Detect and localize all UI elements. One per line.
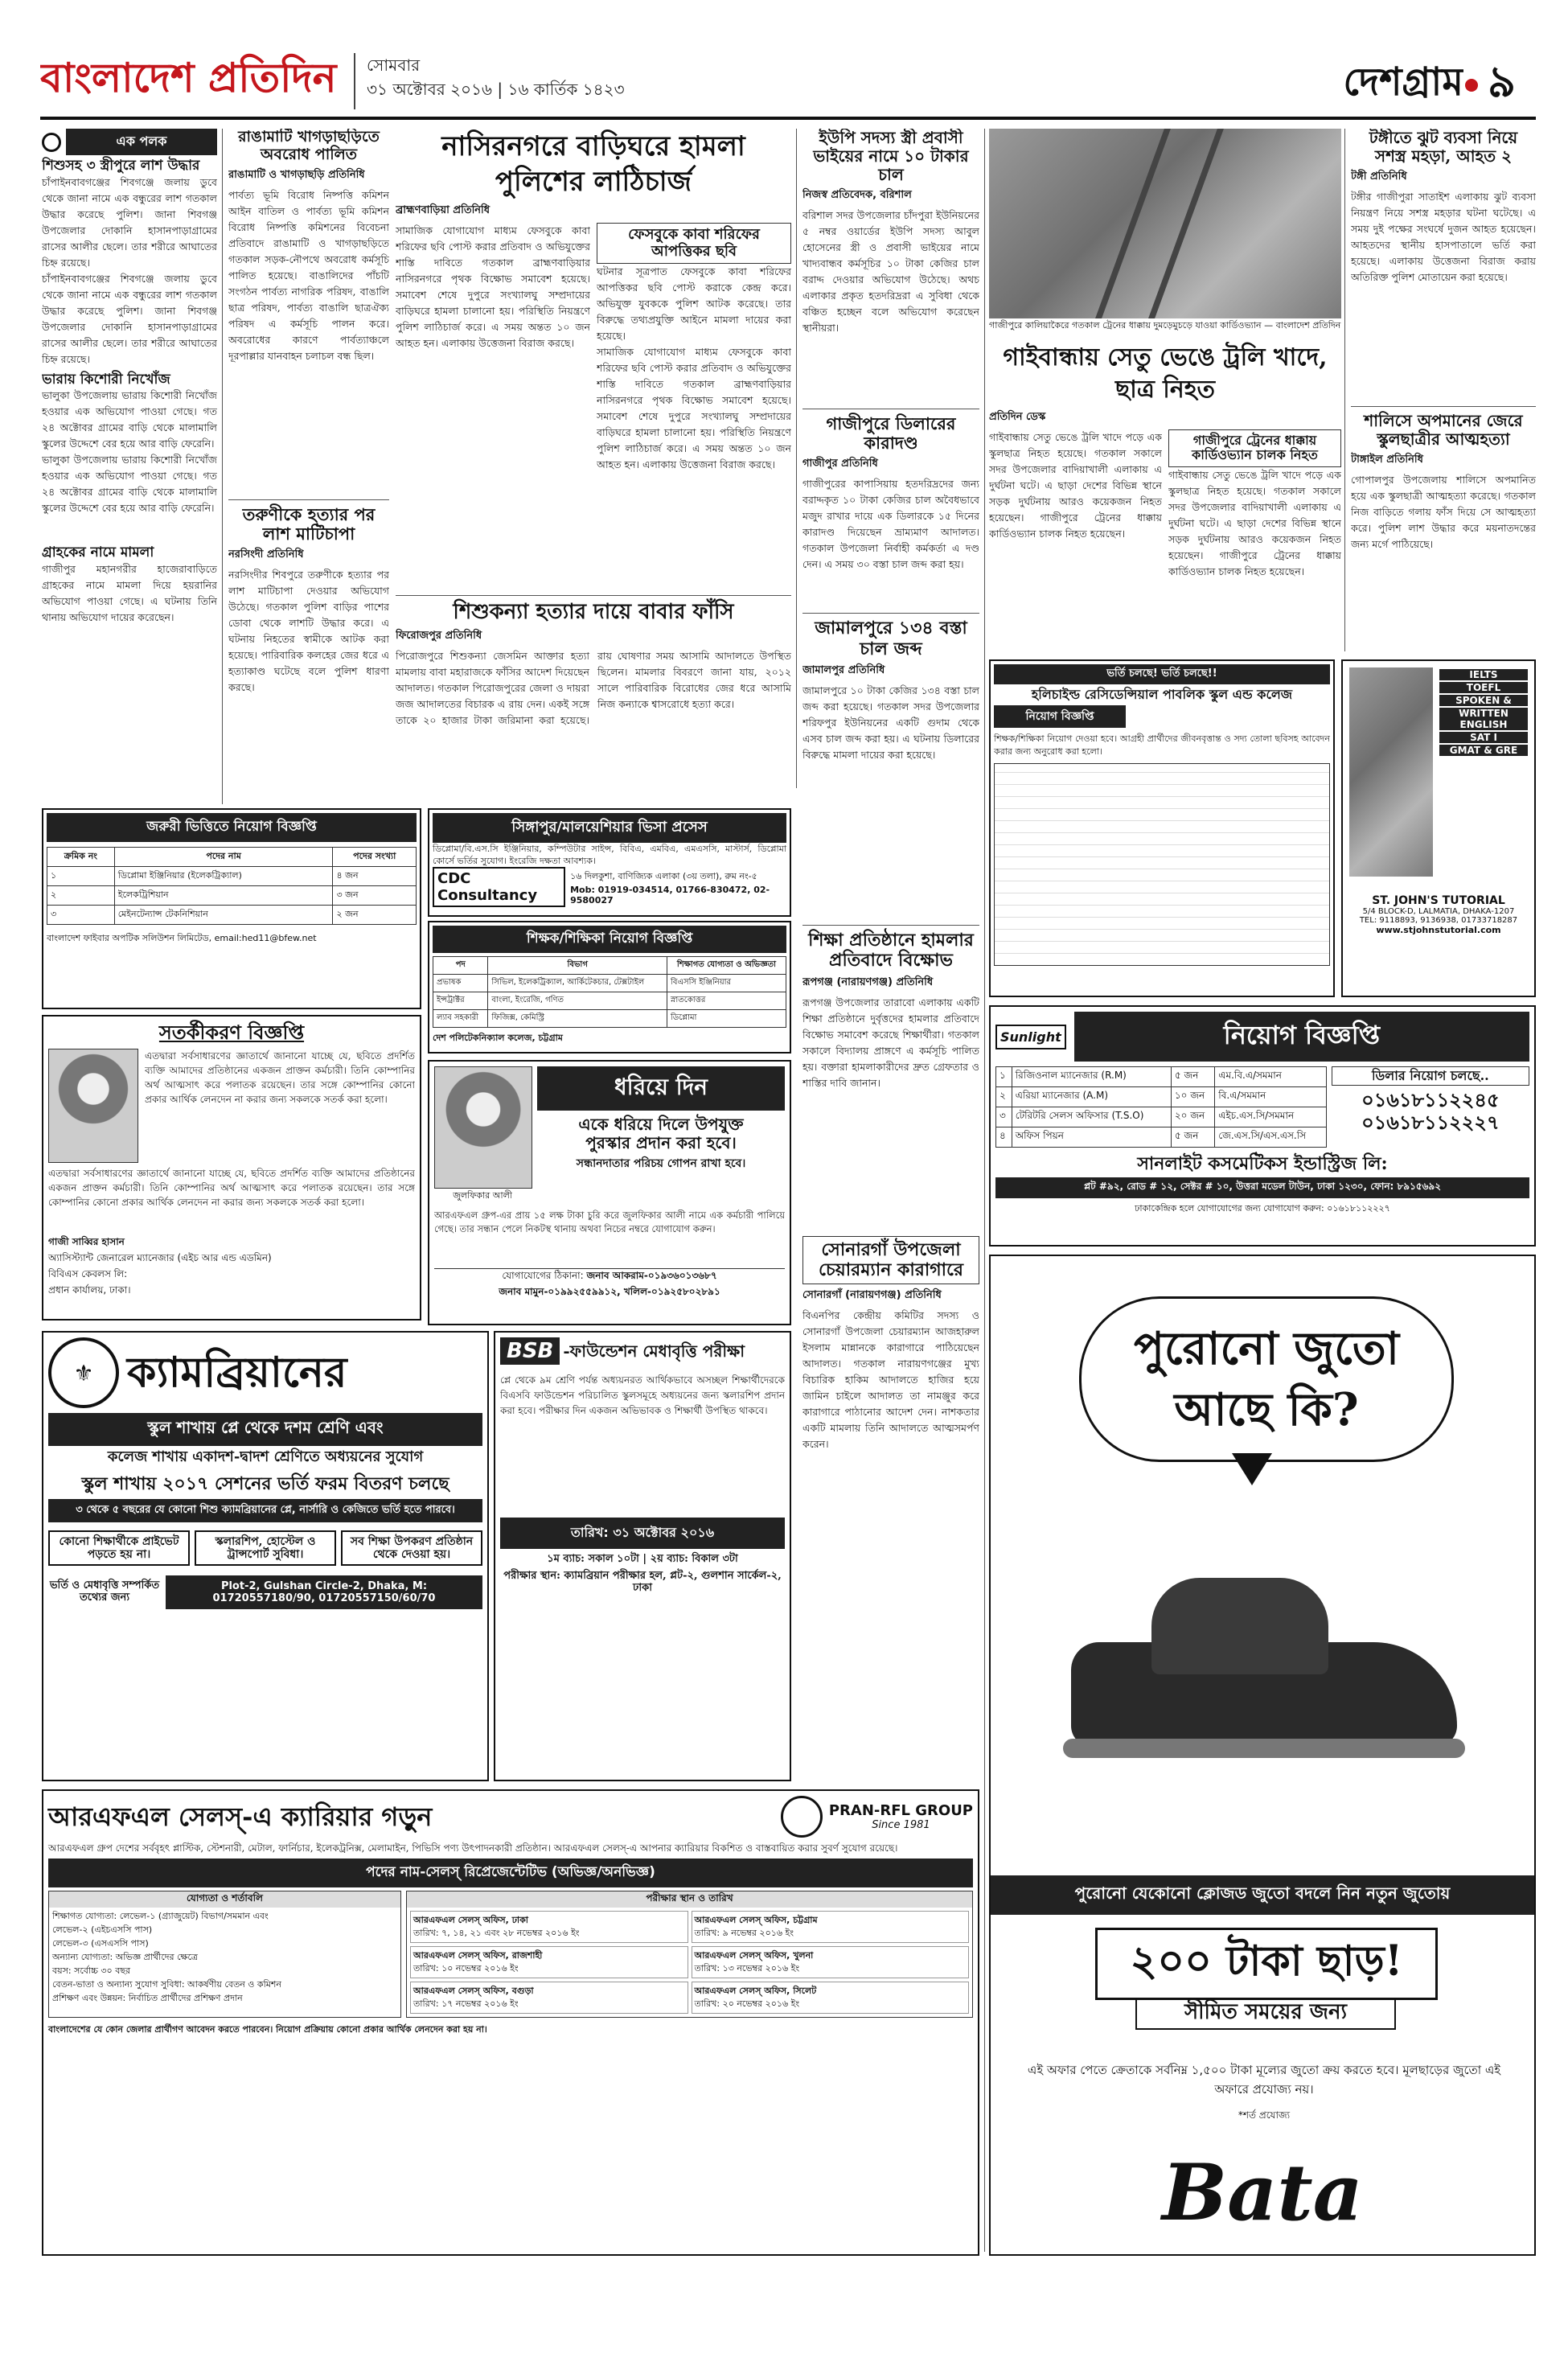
- table-cell: এম.বি.এ/সমমান: [1215, 1067, 1326, 1087]
- article-byline: জামালপুর প্রতিনিধি: [802, 663, 885, 676]
- cambrian-benefits: [48, 1530, 482, 1566]
- visa-contact: [570, 869, 786, 906]
- table-header: পদ: [433, 957, 488, 975]
- warning-notice: [42, 1015, 421, 1320]
- photo-caption: জুলফিকার আলী: [453, 1190, 512, 1201]
- train-accident-photo: [989, 129, 1341, 318]
- dealer-phone: ০১৬১৮১১২২৪৫: [1361, 1088, 1500, 1112]
- article-body: বরিশাল সদর উপজেলার চাঁদপুরা ইউনিয়নের ৫ নম্বর ওয়ার্ডের ইউপি সদস্য আবুল হোসেনের স্ত্রী ও প্রবাসী ভাইয়ের নামে খাদ্যবান্ধব কর্মসূচির ১০ টাকা কেজির চাল বরাদ্দ দেওয়ার অভিযোগ উঠেছে। অথচ এলাকার প্রকৃত হতদরিদ্ররা এ সুবিধা থেকে বঞ্চিত হচ্ছেন বলে অভিযোগ করেছেন স্থানীয়রা।: [802, 209, 979, 334]
- table-cell: ডিপ্লোমা: [667, 1010, 786, 1028]
- admission-banner: ভর্তি চলছে! ভর্তি চলছে!!: [994, 664, 1330, 684]
- table-row: [47, 906, 417, 925]
- sunlight-table: [995, 1066, 1327, 1148]
- rfl-ad: [42, 1789, 979, 2256]
- brand-text: [829, 1802, 973, 1831]
- ad-title: শিক্ষক/শিক্ষিকা নিয়োগ বিজ্ঞপ্তি: [433, 926, 786, 953]
- student-photo: [1349, 667, 1433, 877]
- contact-phone: জনাব আকরাম-০১৯৩৬০১৩৬৮৭: [586, 1270, 717, 1281]
- article-body: গাইবান্ধায় সেতু ভেঙে ট্রলি খাদে পড়ে এক স্কুলছাত্র নিহত হয়েছে। গতকাল সকালে সদর উপজেলার বাদিয়াখালী এলাকায় এ দুর্ঘটনা ঘটে। এ ছাড়া দেশের বিভিন্ন স্থানে সড়ক দুর্ঘটনায় আরও কয়েকজন নিহত হয়েছেন। গাজীপুরে ট্রেনের ধাক্কায় কার্ডিওভ্যান চালক নিহত হয়েছেন।: [989, 431, 1162, 540]
- article-byline: নিজস্ব প্রতিবেদক, বরিশাল: [802, 189, 912, 201]
- table-row: [433, 992, 786, 1010]
- masthead-rule: [40, 117, 1536, 120]
- brand-name: PRAN-RFL GROUP: [828, 1802, 973, 1819]
- masthead-logo: বাংলাদেশ প্রতিদিন: [40, 54, 337, 101]
- venue-cell: [692, 1982, 970, 2014]
- visa-address: ১৬ দিলকুশা, বাণিজ্যিক এলাকা (৩য় তলা), রুম নং-৫: [570, 870, 757, 881]
- wanted-line: একে ধরিয়ে দিলে উপযুক্ত: [578, 1115, 744, 1134]
- course-item: SPOKEN &: [1439, 695, 1528, 706]
- article-byline: ফিরোজপুর প্রতিনিধি: [396, 629, 482, 642]
- table-row: [996, 1087, 1327, 1107]
- wanted-contact: [434, 1268, 785, 1301]
- list-item: প্রশিক্ষণ এবং উন্নয়ন: নির্বাচিত প্রার্থীদের প্রশিক্ষণ প্রদান: [52, 1993, 243, 2003]
- column-rule: [222, 129, 223, 804]
- crest-glyph-icon: ⚜: [73, 1359, 94, 1386]
- cambrian-ad: [42, 1331, 489, 1781]
- article-body: সামাজিক যোগাযোগ মাধ্যম ফেসবুকে কাবা শরিফের ছবি পোস্ট করার প্রতিবাদ ও অভিযুক্তের শাস্তি দাবিতে গতকাল ব্রাহ্মণবাড়িয়ার নাসিরনগরে পৃথক বিক্ষোভ সমাবেশ হয়েছে। সমাবেশ শেষে দুপুরে সংখ্যালঘু সম্প্রদায়ের বাড়িঘরে হামলা চালানো হয়। পরিস্থিতি নিয়ন্ত্রণে পুলিশ লাঠিচার্জ করে। এ সময় অন্তত ১০ জন আহত হন। এলাকায় উত্তেজনা বিরাজ করছে।: [396, 224, 590, 349]
- article-byline: রূপগঞ্জ (নারায়ণগঞ্জ) প্রতিনিধি: [802, 975, 934, 988]
- ad-footer: দেশ পলিটেকনিক্যাল কলেজ, চট্টগ্রাম: [433, 1033, 563, 1043]
- table-cell: ফিজিক্স, কেমিস্ট্রি: [488, 1010, 667, 1028]
- article-byline: সোনারগাঁ (নারায়ণগঞ্জ) প্রতিনিধি: [802, 1289, 942, 1302]
- brief-body: ভালুকা উপজেলায় ভারায় কিশোরী নিখোঁজ হওয়ার এক অভিযোগ পাওয়া গেছে। গত ২৪ অক্টোবর গ্রামের বাড়ি থেকে মালামালি স্কুলের উদ্দেশে বের হয়ে আর বাড়ি ফেরেনি।: [42, 389, 217, 450]
- table-cell: ৪ জন: [333, 867, 417, 886]
- brief-headline: ভারায় কিশোরী নিখোঁজ: [42, 371, 170, 388]
- dealer-phone: ০১৬১৮১১২২২৭: [1361, 1110, 1500, 1134]
- article-body: বিএনপির কেন্দ্রীয় কমিটির সদস্য ও সোনারগাঁ উপজেলা চেয়ারম্যান আজহারুল ইসলাম মান্নানকে কারাগারে পাঠিয়েছেন আদালত। গতকাল নারায়ণগঞ্জের মুখ্য বিচারিক হাকিম আদালতে হাজির হয়ে জামিন চাইলে আদালত তা নামঞ্জুর করে কারাগারে পাঠানোর আদেশ দেন। নাশকতার একটি মামলায় তিনি আদালতে আত্মসমর্পণ করেন।: [802, 1309, 979, 1451]
- wanted-body: আরএফএল গ্রুপ-এর প্রায় ১৫ লক্ষ টাকা চুরি করে জুলফিকার আলী নামে এক কর্মচারী পালিয়ে গেছে। তার সন্ধান পেলে নিকটস্থ থানায় অথবা নিচের নম্বরে যোগাযোগ করুন।: [434, 1210, 785, 1234]
- ielts-ad: [1341, 659, 1536, 997]
- table-cell: ১: [996, 1067, 1012, 1087]
- section-dot-icon: [1465, 79, 1478, 92]
- list-item: বয়স: সর্বোচ্চ ৩০ বছর: [52, 1965, 131, 1976]
- table-cell: বি.এ/সমমান: [1215, 1087, 1326, 1107]
- table-cell: ২ জন: [333, 906, 417, 925]
- table-cell: এরিয়া ম্যানেজার (A.M): [1012, 1087, 1171, 1107]
- article-body: পার্বত্য ভূমি বিরোধ নিষ্পত্তি কমিশন আইন বাতিল ও পার্বত্য ভূমি কমিশন বিরোধ নিষ্পত্তি কমিশনের বিবেচনা প্রতিবাদে রাঙামাটি ও খাগড়াছড়িতে গতকাল সড়ক-নৌপথে অবরোধ কর্মসূচি পালিত হয়েছে। বাঙালিদের পাঁচটি সংগঠন পার্বত্য নাগরিক পরিষদ, বাঙালি ছাত্র পরিষদ, পার্বত্য বাঙালি ছাত্রঐক্য পরিষদ এ কর্মসূচি পালন করে। অবরোধের কারণে পার্বত্যাঞ্চলে দূরপাল্লার যানবাহন চলাচল বন্ধ ছিল।: [228, 188, 389, 362]
- table-row: [47, 867, 417, 886]
- venue-date: তারিখ: ১০ নভেম্বর ২০১৬ ইং: [413, 1963, 519, 1974]
- cambrian-sub: স্কুল শাখায় প্লে থেকে দশম শ্রেণি এবং: [48, 1413, 482, 1446]
- bata-limited: সীমিত সময়ের জন্য: [1135, 1998, 1396, 2030]
- venue-date: তারিখ: ৯ নভেম্বর ২০১৬ ইং: [694, 1928, 794, 1938]
- contact-phone: জনাব মামুন-০১৯৯২৫৫৯৯১২, খলিল-০১৯২৫৮০২৮৯১: [499, 1286, 720, 1297]
- train-photo: [989, 129, 1341, 338]
- qualification-list: [49, 1908, 400, 2006]
- wanted-line: পুরস্কার প্রদান করা হবে।: [585, 1133, 737, 1152]
- venue-grid: [407, 1908, 972, 2017]
- info-label: ভর্তি ও মেধাবৃত্তি সম্পর্কিত তথ্যের জন্য: [49, 1579, 160, 1604]
- venue-cell: [410, 1911, 688, 1943]
- table-cell: ৩: [47, 906, 115, 925]
- article-headline: ইউপি সদস্য স্ত্রী প্রবাসী ভাইয়ের নামে ১০ টাকার চাল: [813, 129, 969, 184]
- venue-name: আরএফএল সেলস্ অফিস, রাজশাহী: [413, 1950, 543, 1961]
- table-cell: অফিস পিয়ন: [1012, 1127, 1171, 1148]
- table-cell: ২: [47, 886, 115, 906]
- course-item: WRITTEN ENGLISH: [1439, 708, 1528, 730]
- pran-logo-icon: [781, 1796, 823, 1838]
- table-cell: ৩ জন: [333, 886, 417, 906]
- table-cell: ৫ জন: [1171, 1067, 1214, 1087]
- article-headline: জামালপুরে ১৩৪ বস্তা চাল জব্দ: [802, 613, 979, 659]
- article-byline: টাঙ্গাইল প্রতিনিধি: [1351, 454, 1423, 466]
- article-headline: সোনারগাঁ উপজেলা চেয়ারম্যান কারাগারে: [802, 1236, 979, 1285]
- rfl-footer: বাংলাদেশের যে কোন জেলার প্রার্থীগণ আবেদন করতে পারবেন। নিয়োগ প্রক্রিয়ায় কোনো প্রকার আর্থিক লেনদেন করা হয় না।: [48, 2024, 487, 2035]
- sidebar-body: ঘটনার সূত্রপাত ফেসবুকে কাবা শরিফের আপত্তিকর ছবি পোস্ট করাকে কেন্দ্র করে। অভিযুক্ত যুবককে পুলিশ আটক করেছে। তার বিরুদ্ধে তথ্যপ্রযুক্তি আইনে মামলা দায়ের করা হয়েছে।: [597, 265, 791, 343]
- table-cell: ১: [47, 867, 115, 886]
- list-item: লেভেল-২ (এইচএসসি পাস): [52, 1924, 153, 1935]
- vacancy-table: [994, 763, 1330, 966]
- venue-cell: [410, 1946, 688, 1978]
- article-headline: তরুণীকে হত্যার পর লাশ মাটিচাপা: [228, 499, 389, 544]
- venue-cell: [692, 1911, 970, 1943]
- article-headline: টঙ্গীতে ঝুট ব্যবসা নিয়ে সশস্ত্র মহড়া, আহত ২: [1369, 129, 1518, 166]
- tutorial-web[interactable]: www.stjohnstutorial.com: [1376, 925, 1501, 935]
- cambrian-sub: স্কুল শাখায় ২০১৭ সেশনের ভর্তি ফরম বিতরণ চলছে: [81, 1472, 449, 1494]
- signer-title: অ্যাসিস্ট্যান্ট জেনারেল ম্যানেজার (এইচ আর এন্ড এডমিন): [48, 1251, 272, 1263]
- person-photo: [48, 1049, 138, 1163]
- notice-signature: [48, 1235, 415, 1300]
- table-row: [433, 1010, 786, 1028]
- gaibandha-article: [989, 342, 1341, 647]
- table-row: [996, 1107, 1327, 1127]
- sunlight-title: নিয়োগ বিজ্ঞপ্তি: [1074, 1012, 1529, 1062]
- article-byline: নরসিংদী প্রতিনিধি: [228, 548, 304, 561]
- sunlight-address: প্লট #৯২, রোড # ১২, সেক্টর # ১০, উত্তরা মডেল টাউন, ঢাকা ১২৩০, ফোন: ৮৯১৫৬৯২: [995, 1177, 1529, 1198]
- article-body: নরসিংদীর শিবপুরে তরুণীকে হত্যার পর লাশ মাটিচাপা দেওয়ার অভিযোগ উঠেছে। গতকাল পুলিশ বাড়ির পাশের ডোবা থেকে লাশটি উদ্ধার করে। এ ঘটনায় নিহতের স্বামীকে আটক করা হয়েছে। পারিবারিক কলহের জের ধরে এ হত্যাকাণ্ড ঘটেছে বলে পুলিশ ধারণা করছে।: [228, 568, 389, 693]
- dealer-box: [1332, 1066, 1529, 1148]
- article-headline: শালিসে অপমানের জেরে স্কুলছাত্রীর আত্মহত্যা: [1351, 406, 1536, 449]
- rice-column: [802, 129, 979, 925]
- bata-terms: এই অফার পেতে ক্রেতাকে সর্বনিম্ন ১,৫০০ টাকা মূল্যের জুতো ক্রয় করতে হবে। মূলছাড়ের জুতো এই অফারে প্রযোজ্য নয়।: [1027, 2063, 1501, 2097]
- table-cell: রিজিওনাল ম্যানেজার (R.M): [1012, 1067, 1171, 1087]
- tongi-column: [1351, 129, 1536, 651]
- speech-bubble: [1079, 1296, 1454, 1462]
- benefit-box: কোনো শিক্ষার্থীকে প্রাইভেট পড়তে হয় না।: [48, 1530, 190, 1566]
- sunlight-footer: ঢাকাকেন্দ্রিক হলে যোগাযোগের জন্য যোগাযোগ করুন: ০১৬১৮১১২২২৭: [1135, 1203, 1390, 1214]
- urgent-job-ad: [42, 808, 421, 1009]
- teacher-table: [433, 956, 786, 1028]
- venue-name: আরএফএল সেলস্ অফিস, ঢাকা: [413, 1915, 528, 1925]
- panel-header: যোগ্যতা ও শর্তাবলি: [49, 1891, 400, 1908]
- table-cell: মেইনটেন্যান্স টেকনিশিয়ান: [114, 906, 333, 925]
- table-row: [47, 886, 417, 906]
- photo-caption: গাজীপুরে কালিয়াকৈরে গতকাল ট্রেনের ধাক্কায় দুমড়েমুচড়ে যাওয়া কার্ডিওভ্যান — বাংলাদেশ প্রতিদিন: [989, 320, 1341, 331]
- list-item: লেভেল-৩ (এসএসসি পাস): [52, 1938, 149, 1949]
- table-header: শিক্ষাগত যোগ্যতা ও অভিজ্ঞতা: [667, 957, 786, 975]
- wanted-person-photo: [434, 1066, 532, 1189]
- table-cell: বাংলা, ইংরেজি, গণিত: [488, 992, 667, 1010]
- visa-ad: [428, 808, 791, 917]
- table-cell: ইলেকট্রিশিয়ান: [114, 886, 333, 906]
- column-rule: [796, 129, 797, 788]
- sunlight-company: সানলাইট কসমেটিকস ইন্ডাস্ট্রিজ লি:: [1137, 1153, 1388, 1174]
- ek-polok-section: [42, 129, 217, 804]
- list-item: শিক্ষাগত যোগ্যতা: লেভেল-১ (গ্র্যাজুয়েট) বিভাগ/সমমান এবং: [52, 1911, 269, 1921]
- brief-headline: গ্রাহকের নামে মামলা: [42, 544, 154, 561]
- article-byline: প্রতিদিন ডেস্ক: [989, 411, 1046, 423]
- table-header: পদের সংখ্যা: [333, 848, 417, 867]
- signer-name: গাজী সাব্বির হাসান: [48, 1235, 125, 1247]
- ek-polok-label: এক পলক: [66, 129, 217, 155]
- table-cell: ৩: [996, 1107, 1012, 1127]
- course-item: TOEFL: [1439, 682, 1528, 693]
- article-body: রূপগঞ্জ উপজেলার তারাবো এলাকায় একটি শিক্ষা প্রতিষ্ঠানে দুর্বৃত্তদের হামলার প্রতিবাদে বিক্ষোভ সমাবেশ করেছে শিক্ষার্থীরা। গতকাল সকালে বিদ্যালয় প্রাঙ্গণে এ কর্মসূচি পালিত হয়। বক্তারা হামলাকারীদের দ্রুত গ্রেফতার ও শাস্তির দাবি জানান।: [802, 996, 979, 1089]
- wanted-ad: [428, 1060, 791, 1325]
- shoe-sole-icon: [1063, 1739, 1465, 1758]
- venue-date: তারিখ: ১৩ নভেম্বর ২০১৬ ইং: [694, 1963, 800, 1974]
- bsb-ad: [494, 1331, 791, 1781]
- table-cell: ল্যাব সহকারী: [433, 1010, 488, 1028]
- dealer-label: ডিলার নিয়োগ চলছে..: [1332, 1066, 1529, 1086]
- bata-logo: Bata: [1162, 2147, 1363, 2238]
- qualification-panel: [48, 1891, 401, 2018]
- tutorial-address: 5/4 BLOCK-D, LALMATIA, DHAKA-1207: [1362, 907, 1515, 916]
- ad-title: সিঙ্গাপুর/মালয়েশিয়ার ভিসা প্রসেস: [433, 813, 786, 843]
- cambrian-address: Plot-2, Gulshan Circle-2, Dhaka, M: 01720557180/90, 01720557150/60/70: [166, 1575, 482, 1609]
- venue-cell: [410, 1982, 688, 2014]
- bata-headline: পুরোনো জুতো আছে কি?: [1133, 1322, 1400, 1436]
- article-headline: গাজীপুরে ট্রেনের ধাক্কায় কার্ডিওভ্যান চালক নিহত: [1168, 429, 1341, 467]
- bata-offer: পুরোনো যেকোনো ক্লোজড জুতো বদলে নিন নতুন জুতোয়: [991, 1875, 1534, 1915]
- bata-ad: [989, 1255, 1536, 2256]
- article-body: পিরোজপুরে শিশুকন্যা জেসমিন আক্তার হত্যা মামলায় বাবা মহারাজকে ফাঁসির আদেশ দিয়েছেন আদালত। গতকাল পিরোজপুরের জেলা ও দায়রা জজ আদালতের বিচারক এ রায় দেন। একই সঙ্গে তাকে ২০ হাজার টাকা জরিমানা করা হয়েছে। রায় ঘোষণার সময় আসামি আদালতে উপস্থিত ছিলেন। মামলার বিবরণে জানা যায়, ২০১২ সালে পারিবারিক বিরোধের জের ধরে আসামি নিজ কন্যাকে শ্বাসরোধে হত্যা করে।: [396, 649, 791, 726]
- sidebar-headline: ফেসবুকে কাবা শরিফের আপত্তিকর ছবি: [597, 223, 791, 264]
- venue-date: তারিখ: ৭, ১৪, ২১ এবং ২৮ নভেম্বর ২০১৬ ইং: [413, 1928, 580, 1938]
- nasirnagar-article: [396, 129, 791, 587]
- table-cell: ২: [996, 1087, 1012, 1107]
- date-line: ৩১ অক্টোবর ২০১৬ | ১৬ কার্তিক ১৪২৩: [367, 80, 625, 99]
- panel-header: পরীক্ষার স্থান ও তারিখ: [407, 1891, 972, 1908]
- bata-footnote: *শর্ত প্রযোজ্য: [1238, 2109, 1291, 2121]
- rfl-post-title: পদের নাম-সেলস্ রিপ্রেজেন্টেটিভ (অভিজ্ঞ/অনভিজ্ঞ): [48, 1859, 973, 1887]
- course-item: SAT I: [1439, 732, 1528, 743]
- tutorial-phone: TEL: 9118893, 9136938, 01733718287: [1359, 916, 1518, 925]
- table-cell: এইচ.এস.সি/সমমান: [1215, 1107, 1326, 1127]
- benefit-box: স্কলারশিপ, হোস্টেল ও ট্রান্সপোর্ট সুবিধা।: [195, 1530, 336, 1566]
- ad-footer: বাংলাদেশ ফাইবার অপটিক সলিউশন লিমিটেড, email:hed11@bfew.net: [47, 933, 317, 943]
- wanted-title: ধরিয়ে দিন: [537, 1066, 785, 1111]
- venue-cell: [692, 1946, 970, 1978]
- cambrian-sub: ৩ থেকে ৫ বছরের যে কোনো শিশু ক্যামব্রিয়ানের প্লে, নার্সারি ও কেজিতে ভর্তি হতে পারবে।: [48, 1499, 482, 1522]
- rfl-intro: আরএফএল গ্রুপ দেশের সর্ববৃহৎ প্লাস্টিক, স্টেশনারী, মেটাল, ফার্নিচার, ইলেকট্রনিক্স, মেলামাইন, পিভিসি পণ্য উৎপাদনকারী প্রতিষ্ঠান। আরএফএল সেলস্-এ আপনার ক্যারিয়ার বিকশিত ও বাস্তবায়িত করার সুবর্ণ সুযোগ রয়েছে।: [48, 1842, 898, 1854]
- table-cell: ২০ জন: [1171, 1107, 1214, 1127]
- venue-name: আরএফএল সেলস্ অফিস, বগুড়া: [413, 1986, 534, 1996]
- shikkha-column: [802, 925, 979, 1649]
- table-header: পদের নাম: [114, 848, 333, 867]
- rangamati-article: [228, 129, 389, 804]
- list-item: অন্যান্য যোগ্যতা: অভিজ্ঞ প্রার্থীদের ক্ষেত্রে: [52, 1952, 198, 1962]
- article-body-continued: গাইবান্ধায় সেতু ভেঙে ট্রলি খাদে পড়ে এক স্কুলছাত্র নিহত হয়েছে। গতকাল সকালে সদর উপজেলার বাদিয়াখালী এলাকায় এ দুর্ঘটনা ঘটে। এ ছাড়া দেশের বিভিন্ন স্থানে সড়ক দুর্ঘটনায় আরও কয়েকজন নিহত হয়েছেন। গাজীপুরে ট্রেনের ধাক্কায় কার্ডিওভ্যান চালক নিহত হয়েছেন।: [1168, 468, 1341, 577]
- course-item: GMAT & GRE: [1439, 745, 1528, 756]
- brief-body: চাঁপাইনবাবগঞ্জের শিবগঞ্জে জলায় ডুবে থেকে জানা নামে এক বন্ধুরের লাশ গতকাল উদ্ধার করেছে পুলিশ। জানা শিবগঞ্জ উপজেলার দোকানি হাসানপাড়াগ্রামের রাসের আলীর ছেলে। তার শরীরে আঘাতের চিহ্ন রয়েছে।: [42, 175, 217, 269]
- article-byline: রাঙামাটি ও খাগড়াছড়ি প্রতিনিধি: [228, 168, 365, 181]
- article-headline: শিশুকন্যা হত্যার দায়ে বাবার ফাঁসি: [453, 600, 734, 624]
- lead-headline: নাসিরনগরে বাড়িঘরে হামলা পুলিশের লাঠিচার্জ: [441, 130, 745, 198]
- ad-body: শিক্ষক/শিক্ষিকা নিয়োগ দেওয়া হবে। আগ্রহী প্রার্থীদের জীবনবৃত্তান্ত ও সদ্য তোলা ছবিসহ আবেদন করার জন্য অনুরোধ করা হলো।: [994, 733, 1330, 758]
- bsb-shift: ১ম ব্যাচ: সকাল ১০টা | ২য় ব্যাচ: বিকাল ৩টা: [547, 1553, 738, 1565]
- table-cell: বিএসসি ইঞ্জিনিয়ার: [667, 975, 786, 992]
- venue-panel: [406, 1891, 973, 2018]
- list-item: বেতন-ভাতা ও অন্যান্য সুযোগ সুবিধা: আকর্ষণীয় বেতন ও কমিশন: [52, 1979, 281, 1990]
- venue-name: আরএফএল সেলস্ অফিস, চট্টগ্রাম: [694, 1915, 818, 1925]
- visa-phone: Mob: 01919-034514, 01766-830472, 02-9580027: [570, 884, 770, 906]
- wanted-text: [537, 1066, 785, 1204]
- wanted-line: সন্ধানদাতার পরিচয় গোপন রাখা হবে।: [576, 1157, 746, 1170]
- table-cell: প্রভাষক: [433, 975, 488, 992]
- ad-body: ডিপ্লোমা/বি.এস.সি ইঞ্জিনিয়ার, কম্পিউটার সাইন্স, বিবিএ, এমবিএ, এমএসসি, মাস্টার্স, ডিপ্লোমা কোর্সে ভর্তির সুযোগ। ইংরেজি দক্ষতা আবশ্যক।: [433, 844, 786, 866]
- table-cell: ইন্সট্রাক্টর: [433, 992, 488, 1010]
- table-cell: ডিপ্লোমা ইঞ্জিনিয়ার (ইলেকট্রিক্যাল): [114, 867, 333, 886]
- article-byline: টঙ্গী প্রতিনিধি: [1351, 170, 1407, 183]
- masthead-date: [354, 53, 692, 109]
- table-cell: স্নাতকোত্তর: [667, 992, 786, 1010]
- notice-body-continued: এতদ্বারা সর্বসাধারণের জ্ঞাতার্থে জানানো যাচ্ছে যে, ছবিতে প্রদর্শিত ব্যক্তি আমাদের প্রতিষ্ঠানের একজন প্রাক্তন কর্মচারী। তিনি কোম্পানির অর্থ আত্মসাৎ করে পলাতক রয়েছেন। তার সঙ্গে কোম্পানির কোনো প্রকার আর্থিক লেনদেন না করার জন্য সকলকে সতর্ক করা হলো।: [48, 1167, 415, 1208]
- bata-discount: ২০০ টাকা ছাড়!: [1095, 1928, 1438, 2000]
- column-rule: [1344, 129, 1345, 651]
- sunlight-ad: [989, 1005, 1536, 1247]
- signer-office: প্রধান কার্যালয়, ঢাকা।: [48, 1284, 131, 1296]
- benefit-box: সব শিক্ষা উপকরণ প্রতিষ্ঠান থেকে দেওয়া হয়।: [341, 1530, 482, 1566]
- page-number: ৯: [1488, 55, 1517, 107]
- vacancy-table: [47, 847, 417, 925]
- rfl-title: আরএফএল সেলস্-এ ক্যারিয়ার গড়ুন: [48, 1801, 433, 1832]
- table-cell: সিভিল, ইলেকট্রিক্যাল, আর্কিটেকচার, টেক্সটাইল: [488, 975, 667, 992]
- ad-title: জরুরী ভিত্তিতে নিয়োগ বিজ্ঞপ্তি: [47, 813, 417, 842]
- wanted-photo-block: [434, 1066, 531, 1204]
- brand-since: Since 1981: [872, 1819, 930, 1831]
- cdc-logo: CDC Consultancy: [433, 867, 565, 907]
- course-list: [1439, 667, 1528, 758]
- rfl-brand: [781, 1796, 973, 1838]
- article-byline: ব্রাহ্মণবাড়িয়া প্রতিনিধি: [396, 204, 491, 216]
- table-row: [996, 1127, 1327, 1148]
- venue-name: আরএফএল সেলস্ অফিস, সিলেট: [694, 1986, 817, 1996]
- table-row: [996, 1067, 1327, 1087]
- train-subarticle: [1168, 429, 1341, 647]
- tutorial-name: ST. JOHN'S TUTORIAL: [1372, 894, 1505, 907]
- notice-title: সতর্কীকরণ বিজ্ঞপ্তি: [158, 1021, 305, 1044]
- cambrian-name: ক্যামব্রিয়ানের: [127, 1348, 347, 1397]
- table-header: ক্রমিক নং: [47, 848, 115, 867]
- brief-headline: শিশুসহ ৩ স্ত্রীপুরে লাশ উদ্ধার: [42, 158, 200, 174]
- venue-name: আরএফএল সেলস্ অফিস, খুলনা: [694, 1950, 814, 1961]
- cambrian-sub: কলেজ শাখায় একাদশ-দ্বাদশ শ্রেণিতে অধ্যয়নের সুযোগ: [107, 1448, 424, 1465]
- article-headline: শিক্ষা প্রতিষ্ঠানে হামলার প্রতিবাদে বিক্ষোভ: [808, 930, 974, 971]
- recruit-label: নিয়োগ বিজ্ঞপ্তি: [994, 705, 1126, 728]
- contact-label: যোগাযোগের ঠিকানা:: [502, 1270, 584, 1281]
- article-byline: গাজীপুর প্রতিনিধি: [802, 458, 878, 470]
- bsb-logo: BSB: [500, 1337, 560, 1365]
- article-body: জামালপুরে ১০ টাকা কেজির ১৩৪ বস্তা চাল জব্দ করা হয়েছে। গতকাল সদর উপজেলার শরিফপুর ইউনিয়নের একটি গুদাম থেকে এসব চাল জব্দ করা হয়। এ ঘটনায় ডিলারের বিরুদ্ধে মামলা দায়ের করা হয়েছে।: [802, 684, 979, 761]
- holycross-ad: [989, 659, 1335, 997]
- article-headline: গাজীপুরে ডিলারের কারাদণ্ড: [802, 409, 979, 453]
- bubble-tail-icon: [1232, 1453, 1272, 1485]
- shoe-upper-icon: [1151, 1578, 1328, 1674]
- signer-company: বিবিএস কেবলস লি:: [48, 1267, 128, 1279]
- table-cell: ৫ জন: [1171, 1127, 1214, 1148]
- table-cell: জে.এস.সি/এস.এস.সি: [1215, 1127, 1326, 1148]
- shishukanya-article: [396, 595, 791, 804]
- facebook-sidebar: [597, 223, 791, 561]
- weekday: সোমবার: [367, 55, 421, 75]
- bsb-date: তারিখ: ৩১ অক্টোবর ২০১৬: [500, 1518, 785, 1549]
- teacher-ad: [428, 921, 791, 1054]
- table-cell: ১০ জন: [1171, 1087, 1214, 1107]
- section-title: দেশগ্রাম: [1343, 60, 1463, 105]
- article-body: টঙ্গীর গাজীপুরা সাতাইশ এলাকায় ঝুট ব্যবসা নিয়ন্ত্রণ নিয়ে সশস্ত্র মহড়ার ঘটনা ঘটেছে। এ সময় দুই পক্ষের সংঘর্ষে দুজন আহত হয়েছেন। আহতদের স্থানীয় হাসপাতালে ভর্তি করা হয়েছে। এলাকায় উত্তেজনা বিরাজ করায় অতিরিক্ত পুলিশ মোতায়েন করা হয়েছে।: [1351, 191, 1536, 283]
- table-row: [433, 975, 786, 992]
- sunlight-logo: Sunlight: [995, 1025, 1066, 1049]
- article-headline: রাঙামাটি খাগড়াছড়িতে অবরোধ পালিত: [238, 129, 380, 163]
- school-name: হলিচাইল্ড রেসিডেন্সিয়াল পাবলিক স্কুল এন্ড কলেজ: [1031, 687, 1293, 702]
- article-body-continued: সামাজিক যোগাযোগ মাধ্যম ফেসবুকে কাবা শরিফের ছবি পোস্ট করার প্রতিবাদ ও অভিযুক্তের শাস্তি দাবিতে গতকাল ব্রাহ্মণবাড়িয়ার নাসিরনগরে পৃথক বিক্ষোভ সমাবেশ হয়েছে। সমাবেশ শেষে দুপুরে সংখ্যালঘু সম্প্রদায়ের বাড়িঘরে হামলা চালানো হয়। পরিস্থিতি নিয়ন্ত্রণে পুলিশ লাঠিচার্জ করে। এ সময় অন্তত ১০ জন আহত হন। এলাকায় উত্তেজনা বিরাজ করছে।: [597, 346, 791, 471]
- table-cell: টেরিটরি সেলস অফিসার (T.S.O): [1012, 1107, 1171, 1127]
- article-body: গোপালপুর উপজেলায় শালিসে অপমানিত হয়ে এক স্কুলছাত্রী আত্মহত্যা করেছে। গতকাল নিজ বাড়িতে গলায় ফাঁস দিয়ে সে আত্মহত্যা করে। পুলিশ লাশ উদ্ধার করে ময়নাতদন্তের জন্য মর্গে পাঠিয়েছে।: [1351, 474, 1536, 550]
- course-item: IELTS: [1439, 669, 1528, 680]
- venue-date: তারিখ: ২০ নভেম্বর ২০১৬ ইং: [694, 1998, 800, 2009]
- bsb-venue: পরীক্ষার স্থান: ক্যামব্রিয়ান পরীক্ষার হল, প্লট-২, গুলশান সার্কেল-২, ঢাকা: [503, 1569, 782, 1594]
- notice-body: এতদ্বারা সর্বসাধারণের জ্ঞাতার্থে জানানো যাচ্ছে যে, ছবিতে প্রদর্শিত ব্যক্তি আমাদের প্রতিষ্ঠানের একজন প্রাক্তন কর্মচারী। তিনি কোম্পানির অর্থ আত্মসাৎ করে পলাতক রয়েছেন। তার সঙ্গে কোম্পানির কোনো প্রকার আর্থিক লেনদেন না করার জন্য সকলকে সতর্ক করা হলো।: [145, 1049, 415, 1105]
- spiral-icon: [42, 133, 61, 152]
- bsb-title: -ফাউন্ডেশন মেধাবৃত্তি পরীক্ষা: [563, 1341, 745, 1361]
- venue-date: তারিখ: ১৭ নভেম্বর ২০১৬ ইং: [413, 1998, 519, 2009]
- table-header: বিভাগ: [488, 957, 667, 975]
- article-headline: গাইবান্ধায় সেতু ভেঙে ট্রলি খাদে, ছাত্র নিহত: [1003, 343, 1328, 404]
- tutorial-info: [1343, 894, 1534, 935]
- bsb-body: প্লে থেকে ৯ম শ্রেণি পর্যন্ত অধ্যয়নরত আর্থিকভাবে অসচ্ছল শিক্ষার্থীদেরকে বিএসবি ফাউন্ডেশন পরিচালিত স্কুলসমূহে অধ্যয়নের জন্য স্কলারশিপ প্রদান করা হবে। পরীক্ষার দিন একজন অভিভাবক ও শিক্ষার্থী উপস্থিত থাকবে।: [500, 1374, 785, 1416]
- brief-body-continued: চাঁপাইনবাবগঞ্জের শিবগঞ্জে জলায় ডুবে থেকে জানা নামে এক বন্ধুরের লাশ গতকাল উদ্ধার করেছে পুলিশ। জানা শিবগঞ্জ উপজেলার দোকানি হাসানপাড়াগ্রামের রাসের আলীর ছেলে। তার শরীরে আঘাতের চিহ্ন রয়েছে।: [42, 272, 217, 365]
- brief-body: গাজীপুর মহানগরীর হাজেরাবাড়িতে গ্রাহকের নামে মামলা দিয়ে হয়রানির অভিযোগ পাওয়া গেছে। এ ঘটনায় তিনি থানায় অভিযোগ দায়ের করেছেন।: [42, 562, 217, 623]
- column-rule: [984, 129, 985, 2252]
- brief-body-continued: ভালুকা উপজেলায় ভারায় কিশোরী নিখোঁজ হওয়ার এক অভিযোগ পাওয়া গেছে। গত ২৪ অক্টোবর গ্রামের বাড়ি থেকে মালামালি স্কুলের উদ্দেশে বের হয়ে আর বাড়ি ফেরেনি।: [42, 454, 217, 515]
- old-shoe-image: [1055, 1522, 1473, 1787]
- cambrian-logo-icon: [48, 1337, 119, 1408]
- article-body: গাজীপুরের কাপাসিয়ায় হতদরিদ্রদের জন্য বরাদ্দকৃত ১০ টাকা কেজির চাল অবৈধভাবে মজুদ রাখার দায়ে এক ডিলারকে ১৫ দিনের কারাদণ্ড দিয়েছেন ভ্রাম্যমাণ আদালত। গতকাল উপজেলা নির্বাহী কর্মকর্তা এ দণ্ড দেন। এ সময় ৩০ বস্তা চাল জব্দ করা হয়।: [802, 478, 979, 571]
- table-cell: ৪: [996, 1127, 1012, 1148]
